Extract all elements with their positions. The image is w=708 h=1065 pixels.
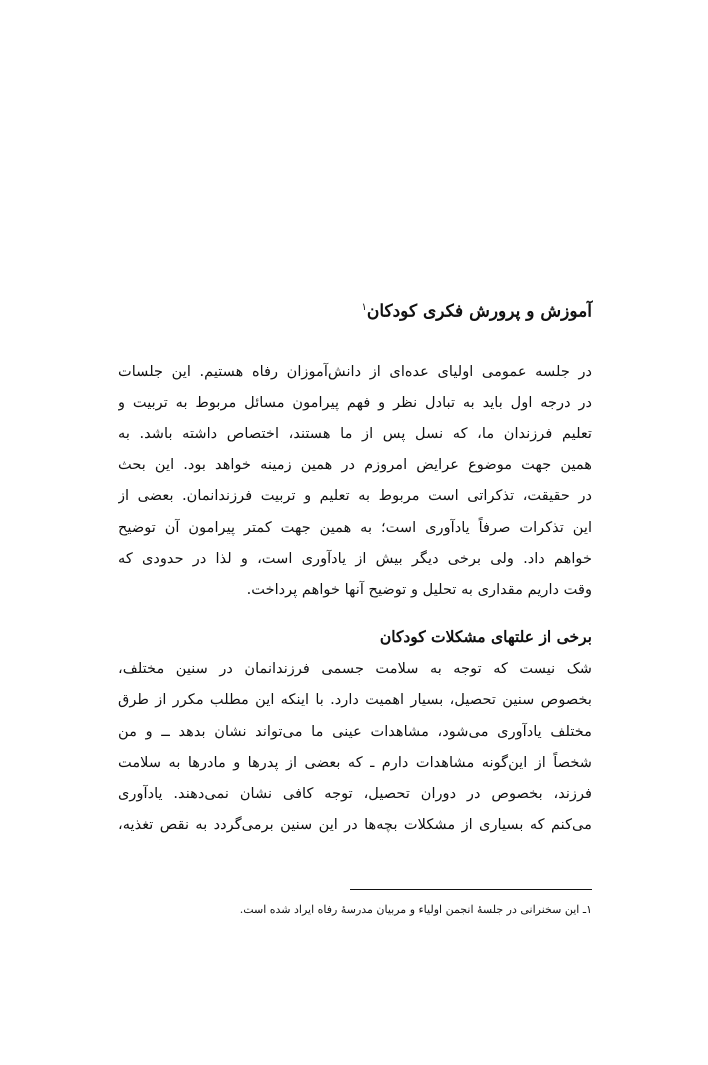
paragraph-line: می‌کنم که بسیاری از مشکلات بچه‌ها در این سنین برمی‌گردد به نقص تغذیه،	[118, 816, 592, 834]
section-paragraph	[118, 653, 592, 840]
paragraph-line: شخصاً از این‌گونه مشاهدات دارم ـ که بعضی از پدرها و مادرها به سلامت	[118, 753, 592, 771]
paragraph-line: مختلف یادآوری می‌شود، مشاهدات عینی ما می‌تواند نشان بدهد ــ و من	[118, 722, 592, 740]
footnote: ۱ـ این سخنرانی در جلسهٔ انجمن اولیاء و مربیان مدرسهٔ رفاه ایراد شده است.	[239, 903, 592, 916]
footnote-divider	[350, 889, 592, 890]
intro-paragraph	[118, 356, 592, 606]
paragraph-line: تعلیم فرزندان ما، که نسل پس از ما هستند، اختصاص داشته باشد. به	[118, 425, 592, 443]
paragraph-line: شک نیست که توجه به سلامت جسمی فرزندانمان در سنین مختلف،	[118, 660, 592, 678]
chapter-title	[118, 296, 592, 324]
paragraph-line: بخصوص سنین تحصیل، بسیار اهمیت دارد. با اینکه این مطلب مکرر از طرق	[118, 691, 592, 709]
paragraph-line: همین جهت موضوع عرایض امروزم در همین زمینه خواهد بود. این بحث	[118, 456, 592, 474]
footnote-marker: ۱	[361, 302, 367, 313]
section-title: برخی از علتهای مشکلات کودکان	[379, 627, 592, 647]
paragraph-line: در جلسه عمومی اولیای عده‌ای از دانش‌آموزان رفاه هستیم. این جلسات	[118, 362, 592, 380]
paragraph-line: این تذکرات صرفاً یادآوری است؛ به همین جهت کمتر پیرامون آن توضیح	[118, 518, 592, 536]
page-body	[118, 296, 592, 841]
paragraph-line: در درجه اول باید به تبادل نظر و فهم پیرامون مسائل مربوط به تربیت و	[118, 393, 592, 411]
chapter-title-text: آموزش و پرورش فکری کودکان	[366, 301, 592, 322]
paragraph-line: در حقیقت، تذکراتی است مربوط به تعلیم و تربیت فرزندانمان. بعضی از	[118, 487, 592, 505]
paragraph-line: وقت داریم مقداری به تحلیل و توضیح آنها خواهم پرداخت.	[246, 581, 592, 599]
paragraph-line: خواهم داد. ولی برخی دیگر بیش از یادآوری است، و لذا در حدودی که	[118, 549, 592, 567]
paragraph-line: فرزند، بخصوص در دوران تحصیل، توجه کافی نشان نمی‌دهند. یادآوری	[118, 785, 592, 803]
